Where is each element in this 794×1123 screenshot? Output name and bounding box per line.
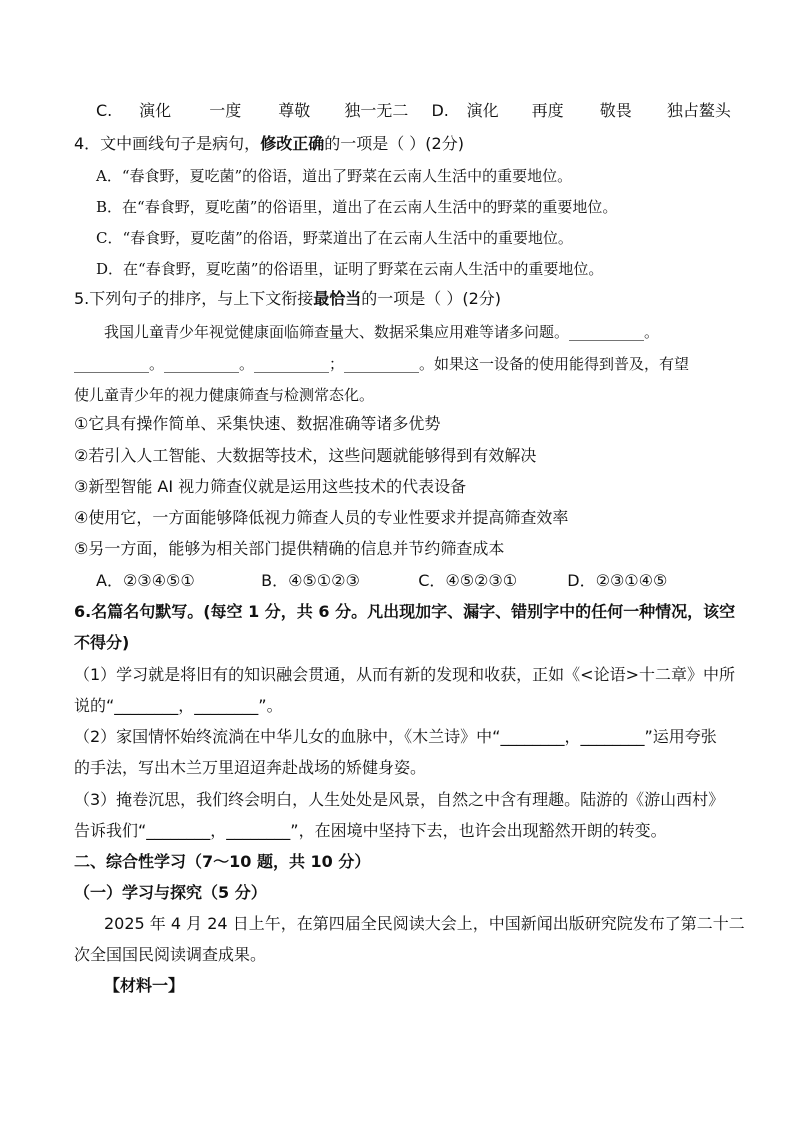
- subsection-title: （一）学习与探究（5 分）: [74, 883, 267, 902]
- q5-answer-row: [96, 570, 667, 592]
- q3-option-c-word: 一度: [209, 101, 242, 120]
- section-paragraph-cont: 次全国国民阅读调查成果。: [74, 945, 267, 964]
- q5-answer-d: D．②③①④⑤: [567, 571, 668, 590]
- q4-option-a: A．“春食野，夏吃菌”的俗语，道出了野菜在云南人生活中的重要地位。: [96, 167, 573, 185]
- q3-option-d-label: D.: [431, 101, 449, 120]
- q6-title-cont: 不得分): [74, 633, 130, 652]
- q3-option-d-word: 再度: [531, 101, 564, 120]
- q3-option-c-word: 尊敬: [278, 101, 311, 120]
- q6-item-1-cont: 说的“________，________”。: [74, 696, 283, 715]
- q3-option-d-word: 敬畏: [599, 101, 632, 120]
- q3-option-d-word: 独占鳌头: [666, 101, 731, 120]
- q6-title: 6.名篇名句默写。(每空 1 分，共 6 分。凡出现加字、漏字、错别字中的任何一种情况，该空: [74, 602, 736, 621]
- q5-answer-c: C．④⑤②③①: [418, 571, 518, 590]
- q6-item-2: （2）家国情怀始终流淌在中华儿女的血脉中，《木兰诗》中“________，________”运用夸张: [74, 727, 717, 746]
- q3-option-c-word: 演化: [139, 101, 172, 120]
- q4-option-c: C．“春食野，夏吃菌”的俗语，野菜道出了在云南人生活中的重要地位。: [96, 229, 573, 247]
- q5-answer-b: B．④⑤①②③: [261, 571, 360, 590]
- q5-stem: [74, 288, 501, 310]
- q4-stem-emphasis: 修改正确: [260, 134, 325, 153]
- q4-stem: [74, 133, 464, 155]
- q5-answer-a: A．②③④⑤①: [96, 571, 195, 590]
- q5-sentence-4: ④使用它，一方面能够降低视力筛查人员的专业性要求并提高筛查效率: [74, 508, 569, 527]
- q6-item-2-cont: 的手法，写出木兰万里迢迢奔赴战场的矫健身姿。: [74, 758, 427, 777]
- q4-stem-text: 的一项是（ ）(2分): [324, 134, 464, 153]
- q4-stem-text: 4．文中画线句子是病句，: [74, 134, 261, 153]
- q3-option-c-label: C.: [96, 101, 113, 120]
- section-paragraph: 2025 年 4 月 24 日上午，在第四届全民阅读大会上，中国新闻出版研究院发布了第二十二: [104, 914, 745, 933]
- q5-stem-emphasis: 最恰当: [313, 289, 362, 308]
- q6-item-3: （3）掩卷沉思，我们终会明白，人生处处是风景，自然之中含有理趣。陆游的《游山西村》: [74, 790, 725, 809]
- q6-item-1: （1）学习就是将旧有的知识融会贯通，从而有新的发现和收获，正如《<论语>十二章》中所: [74, 665, 735, 684]
- q5-sentence-2: ②若引入人工智能、大数据等技术，这些问题就能够得到有效解决: [74, 446, 537, 465]
- q6-item-3-cont: 告诉我们“________，________”，在困境中坚持下去，也许会出现豁然开朗的转变。: [74, 821, 667, 840]
- q5-stem-text: 5.下列句子的排序，与上下文衔接: [74, 289, 314, 308]
- q3-option-c-word: 独一无二: [344, 101, 409, 120]
- q4-option-b: B．在“春食野，夏吃菌”的俗语里，道出了在云南人生活中的野菜的重要地位。: [96, 198, 618, 216]
- q4-option-d: D．在“春食野，夏吃菌”的俗语里，证明了野菜在云南人生活中的重要地位。: [96, 260, 604, 278]
- q3-option-d-word: 演化: [466, 101, 499, 120]
- q5-sentence-1: ①它具有操作简单、采集快速、数据准确等诸多优势: [74, 414, 441, 433]
- q5-sentence-3: ③新型智能 AI 视力筛查仪就是运用这些技术的代表设备: [74, 477, 467, 496]
- q5-passage-line: 我国儿童青少年视觉健康面临筛查量大、数据采集应用难等诸多问题。__________。: [104, 323, 660, 341]
- section-title: 二、综合性学习（7～10 题，共 10 分）: [74, 852, 371, 871]
- q5-passage-line: 使儿童青少年的视力健康筛查与检测常态化。: [74, 386, 375, 404]
- q5-passage-line: __________。__________。__________；__________。如果这一设备的使用能得到普及，有望: [74, 355, 690, 373]
- material-heading: 【材料一】: [104, 976, 185, 995]
- q5-stem-text: 的一项是（ ）(2分): [361, 289, 502, 308]
- q5-sentence-5: ⑤另一方面，能够为相关部门提供精确的信息并节约筛查成本: [74, 539, 505, 558]
- q3-options-row: [96, 100, 731, 122]
